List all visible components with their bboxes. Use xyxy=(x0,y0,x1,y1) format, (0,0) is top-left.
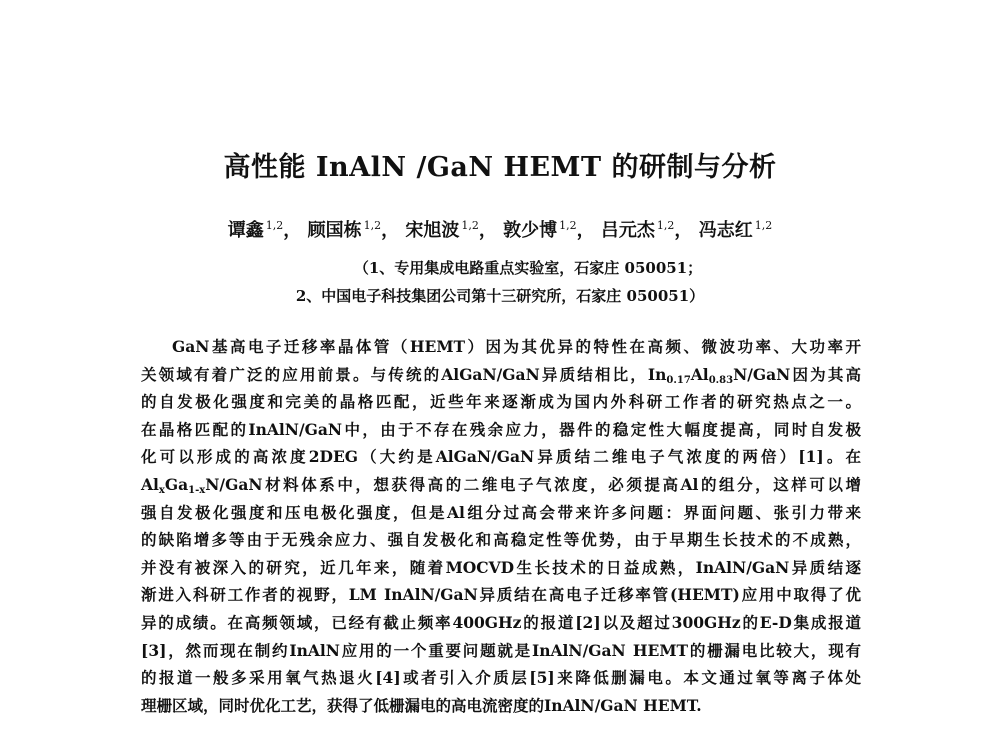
paragraph-line: [3]，然而现在制约InAlN应用的一个重要问题就是InAlN/GaN HEMT的栅漏电比较大，现有 xyxy=(141,640,861,660)
paragraph-line: GaN基高电子迁移率晶体管（HEMT）因为其优异的特性在高频、微波功率、大功率开 xyxy=(172,337,861,356)
abstract-paragraph xyxy=(141,333,861,719)
subscript: 0.17 xyxy=(666,374,691,386)
author-affiliation-mark: 1,2 xyxy=(265,219,284,232)
paragraph-line: 渐进入科研工作者的视野，LM InAlN/GaN异质结在高电子迁移率管(HEMT)应用中取得了优 xyxy=(141,585,861,605)
paragraph-line: 化可以形成的高浓度2DEG（大约是AlGaN/GaN异质结二维电子气浓度的两倍）[1]。在 xyxy=(141,447,861,467)
paper-title: 高性能 InAlN /GaN HEMT 的研制与分析 xyxy=(223,152,777,183)
subscript: 1-x xyxy=(188,484,206,496)
author-affiliation-mark: 1,2 xyxy=(559,219,577,232)
text-run: N/GaN材料体系中，想获得高的二维电子气浓度，必须提高Al的组分，这样可以增 xyxy=(205,474,861,494)
paragraph-line xyxy=(141,471,861,499)
text-run: 关领域有着广泛的应用前景。与传统的AlGaN/GaN异质结相比，In xyxy=(141,364,667,384)
author-name: 冯志红 xyxy=(698,220,753,241)
paragraph-line: 强自发极化强度和压电极化强度，但是Al组分过高会带来许多问题：界面问题、张引力带来 xyxy=(141,502,861,522)
author-affiliation-mark: 1,2 xyxy=(461,219,479,232)
text-run: Al xyxy=(690,364,709,384)
subscript: x xyxy=(158,484,165,496)
author-name: 顾国栋 xyxy=(307,220,362,241)
text-run: N/GaN因为其高 xyxy=(733,364,861,384)
paragraph-line xyxy=(141,361,861,389)
paragraph-line: 理栅区域，同时优化工艺，获得了低栅漏电的高电流密度的InAlN/GaN HEMT. xyxy=(141,695,702,715)
author-affiliation-mark: 1,2 xyxy=(363,219,382,232)
text-run: Al xyxy=(141,474,159,494)
paragraph-line: 在晶格匹配的InAlN/GaN中，由于不存在残余应力，器件的稳定性大幅度提高，同时自发极 xyxy=(141,419,861,439)
author-name: 吕元杰 xyxy=(600,220,655,241)
author-list: 谭鑫 $^{1,2}$， 顾国栋 $^{1,2}$， 宋旭波 $^{1,2}$， 敦少博 $^{1,2}$， 吕元杰 $^{1,2}$， 冯志红 $^{1,2}$ xyxy=(227,219,773,241)
paragraph-line: 的自发极化强度和完美的晶格匹配，近些年来逐渐成为国内外科研工作者的研究热点之一。 xyxy=(141,392,861,412)
paragraph-line: 异的成绩。在高频领域，已经有截止频率400GHz的报道[2]以及超过300GHz的E-D集成报道 xyxy=(141,612,861,632)
paragraph-line: 并没有被深入的研究，近几年来，随着MOCVD生长技术的日益成熟，InAlN/GaN异质结逐 xyxy=(141,557,861,577)
author-affiliation-mark: 1,2 xyxy=(754,219,773,232)
subscript: 0.83 xyxy=(708,374,734,386)
author-name: 谭鑫 xyxy=(227,220,264,241)
author-affiliation-mark: 1,2 xyxy=(656,219,675,232)
author-name: 宋旭波 xyxy=(405,220,460,241)
affiliation-line-1: （1、专用集成电路重点实验室，石家庄 050051； xyxy=(353,259,703,277)
affiliation-line-2: 2、中国电子科技集团公司第十三研究所，石家庄 050051） xyxy=(295,287,705,305)
paragraph-line: 的报道一般多采用氧气热退火[4]或者引入介质层[5]来降低删漏电。本文通过氧等离子体处 xyxy=(141,668,861,688)
author-name: 敦少博 xyxy=(503,220,558,241)
paragraph-line: 的缺陷增多等由于无残余应力、强自发极化和高稳定性等优势，由于早期生长技术的不成熟， xyxy=(141,530,861,550)
text-run: Ga xyxy=(164,474,189,494)
